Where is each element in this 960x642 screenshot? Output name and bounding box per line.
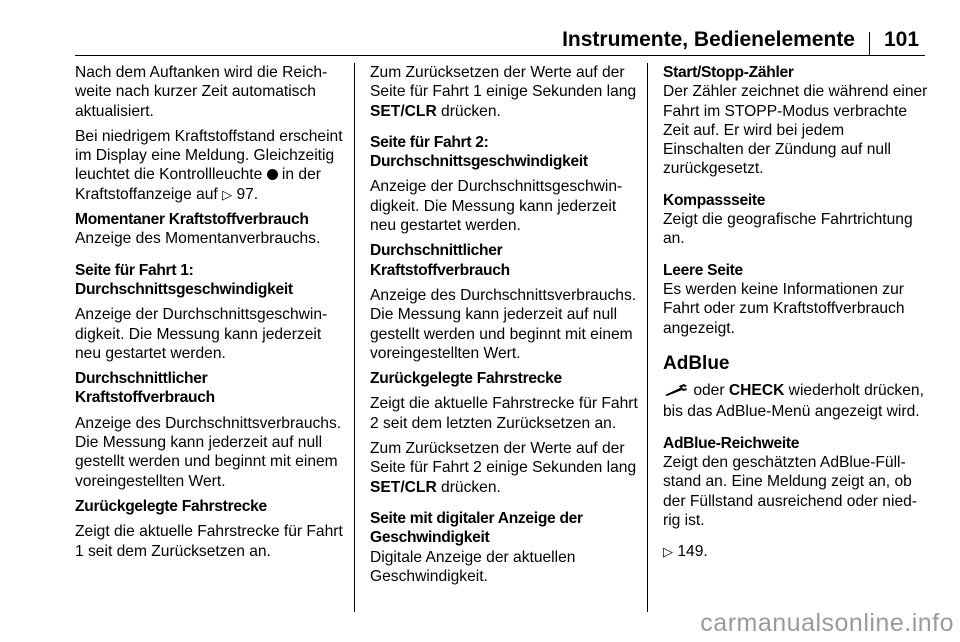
paragraph: Zeigt die aktuelle Fahrstrecke für Fahrt 2 seit dem letzten Zurücksetzen an.: [370, 395, 638, 432]
paragraph: Anzeige der Durchschnittsgeschwindigkeit. Die Messung kann jederzeit neu gestartet werden.: [75, 306, 328, 362]
subheading: Durchschnittsgeschwindigkeit: [75, 280, 293, 298]
column-divider: [354, 63, 355, 612]
paragraph: [75, 127, 343, 204]
column-1: [75, 63, 343, 567]
header-rule: [75, 55, 925, 56]
paragraph: Der Zähler zeichnet die während einer Fahrt im STOPP-Modus verbrachte Zeit auf. Er wird bei jedem Einschalten der Zündung auf null zurückgesetzt.: [663, 83, 928, 178]
warning-lamp-dot-icon: [267, 169, 278, 180]
subheading: Durchschnittlicher: [370, 242, 503, 260]
button-label-set-clr: SET/CLR: [370, 478, 437, 496]
paragraph: Digitale Anzeige der aktuellen Geschwindigkeit.: [370, 548, 576, 585]
cross-reference-arrow-icon: ▷: [663, 544, 673, 560]
subheading: Durchschnittsgeschwindigkeit: [370, 153, 588, 171]
paragraph: [663, 381, 928, 422]
subheading: Geschwindigkeit: [370, 529, 490, 547]
subheading: Kompassseite: [663, 191, 766, 209]
text: Zum Zurücksetzen der Werte auf der Seite für Fahrt 2 einige Sekunden lang: [370, 440, 637, 477]
text: wiederholt drücken, bis das AdBlue-Menü angezeigt wird.: [663, 382, 924, 421]
paragraph: Anzeige des Durchschnittsverbrauchs. Die Messung kann jederzeit auf null gestellt werden und beginnt mit einem voreingestellten Wert.: [75, 414, 342, 490]
paragraph: Anzeige des Momentanverbrauchs.: [75, 230, 321, 248]
cross-reference-arrow-icon: ▷: [222, 186, 233, 202]
text: in der Kraftstoffanzeige auf: [75, 166, 321, 203]
paragraph: [370, 63, 638, 121]
subheading: Kraftstoffverbrauch: [75, 389, 215, 407]
subheading: Seite mit digitaler Anzeige der: [370, 509, 583, 527]
header-divider: [869, 32, 870, 55]
subheading: Start/Stopp-Zähler: [663, 64, 794, 81]
paragraph: [663, 542, 928, 561]
paragraph: Anzeige der Durchschnittsgeschwindigkeit. Die Messung kann jederzeit neu gestartet werden.: [370, 178, 623, 235]
subheading: Durchschnittlicher: [75, 370, 208, 388]
subheading: Leere Seite: [663, 261, 743, 279]
subheading: AdBlue-Reichweite: [663, 434, 800, 452]
column-3: [663, 63, 928, 568]
paragraph: Zeigt den geschätzten AdBlue-Füllstand an. Eine Meldung zeigt an, ob der Füllstand ausreichend oder niedrig ist.: [663, 454, 917, 529]
chapter-title: Instrumente, Bedienelemente: [562, 28, 855, 51]
paragraph: Zeigt die geografische Fahrtrichtung an.: [663, 211, 913, 248]
paragraph: Es werden keine Informationen zur Fahrt oder zum Kraftstoffverbrauch angezeigt.: [663, 280, 905, 337]
paragraph: Nach dem Auftanken wird die Reichweite nach kurzer Zeit automatisch aktualisiert.: [75, 64, 328, 120]
subheading: Kraftstoffverbrauch: [370, 261, 510, 279]
text: oder: [689, 382, 729, 400]
paragraph: Anzeige des Durchschnittsverbrauchs. Die Messung kann jederzeit auf null gestellt werden und beginnt mit einem voreingestellten Wert.: [370, 286, 637, 362]
page-header: [0, 0, 960, 60]
button-label-set-clr: SET/CLR: [370, 102, 437, 120]
button-label-check: CHECK: [728, 382, 785, 400]
paragraph: [370, 439, 638, 497]
column-2: [370, 63, 638, 592]
subheading: Zurückgelegte Fahrstrecke: [75, 497, 267, 515]
paragraph: Zeigt die aktuelle Fahrstrecke für Fahrt 1 seit dem Zurücksetzen an.: [75, 523, 343, 560]
text: Bei niedrigem Kraftstoffstand erscheint im Display eine Meldung. Gleichzeitig leuchtet die Kontrollleuchte: [75, 127, 343, 184]
page-number: 101: [884, 28, 920, 51]
page-reference[interactable]: 97.: [236, 185, 259, 203]
text: drücken.: [436, 102, 501, 120]
subheading: Momentaner Kraftstoffverbrauch: [75, 211, 309, 229]
page-reference[interactable]: 149.: [677, 543, 708, 561]
watermark: carmanualsonline.info: [700, 609, 954, 637]
text: drücken.: [436, 478, 501, 496]
wrench-button-icon: [663, 383, 689, 402]
subheading: Seite für Fahrt 1:: [75, 261, 194, 279]
column-divider: [647, 63, 648, 612]
subheading: Zurückgelegte Fahrstrecke: [370, 370, 562, 388]
subheading: Seite für Fahrt 2:: [370, 133, 489, 151]
text: Zum Zurücksetzen der Werte auf der Seite für Fahrt 1 einige Sekunden lang: [370, 64, 637, 101]
section-title-adblue: AdBlue: [663, 352, 730, 374]
